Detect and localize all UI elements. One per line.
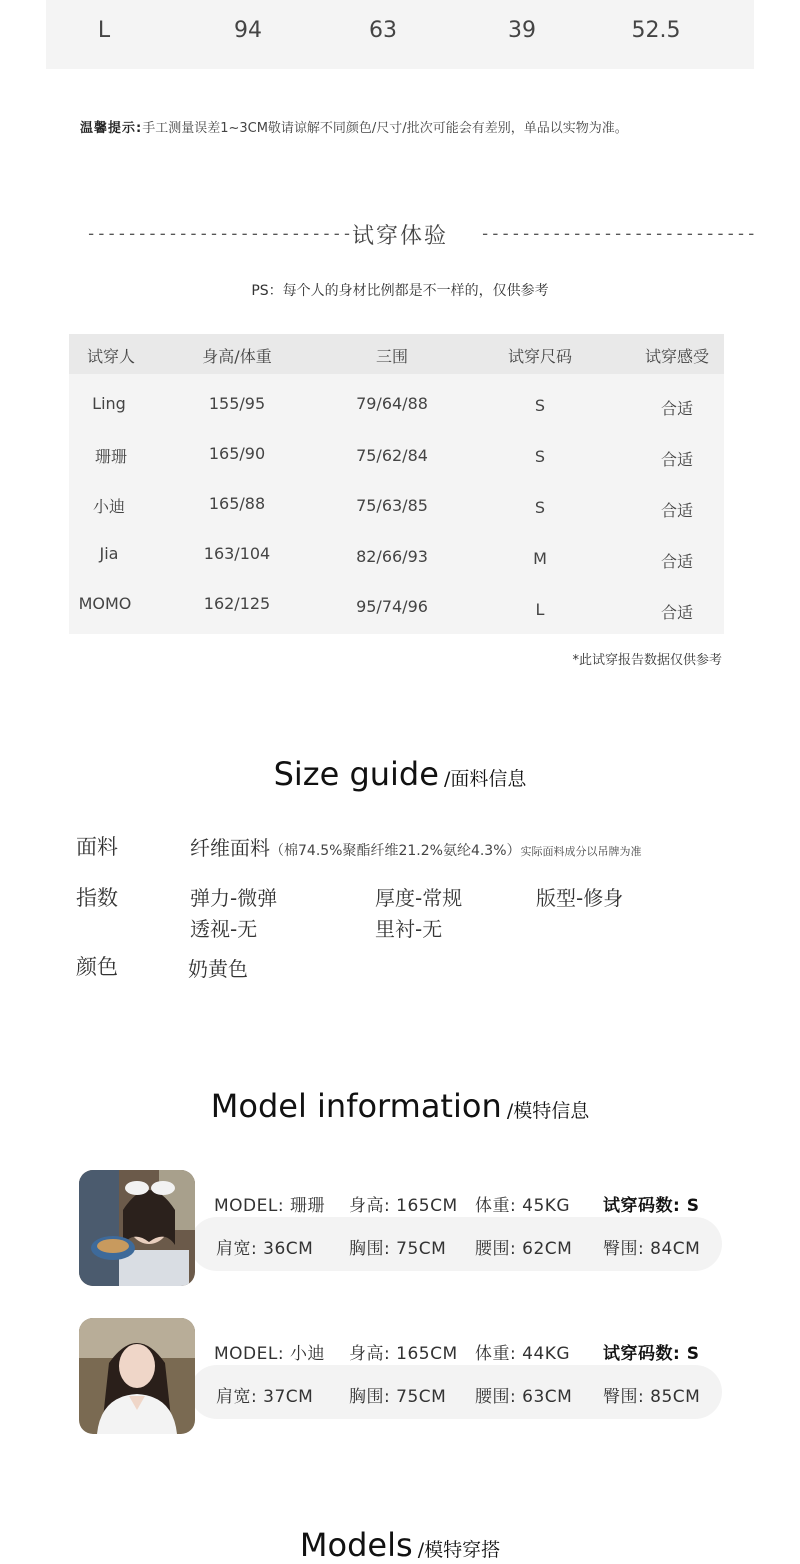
table-cell: 95/74/96 — [356, 597, 428, 616]
header-cell: 试穿感受 — [644, 347, 710, 366]
model-photo — [79, 1170, 195, 1286]
trial-report-note: *此试穿报告数据仅供参考 — [572, 653, 722, 668]
size-cell: 39 — [508, 18, 536, 43]
table-cell: 合适 — [660, 552, 694, 571]
model-name: MODEL: 珊珊 — [214, 1196, 325, 1216]
model-waist: 腰围: 63CM — [475, 1387, 573, 1407]
color-label: 颜色 — [76, 955, 118, 979]
header-cell: 试穿尺码 — [507, 347, 573, 366]
divider-right: --------------------------- — [480, 224, 757, 244]
color-value: 奶黄色 — [188, 957, 248, 981]
models-title-en: Models — [299, 1526, 413, 1564]
tip-text: 手工测量误差1~3CM敬请谅解不同颜色/尺寸/批次可能会有差别，单品以实物为准。 — [142, 121, 628, 136]
warm-tip — [80, 117, 628, 136]
tip-label: 温馨提示: — [80, 121, 143, 136]
table-cell: Jia — [99, 544, 119, 563]
model-shoulder: 肩宽: 37CM — [216, 1387, 314, 1407]
table-cell: 合适 — [660, 399, 694, 418]
table-cell: S — [534, 498, 546, 517]
model-name: MODEL: 小迪 — [214, 1344, 325, 1364]
size-guide-title — [0, 755, 800, 793]
table-cell: 75/62/84 — [356, 446, 428, 465]
table-cell: 155/95 — [208, 394, 266, 413]
model-weight: 体重: 44KG — [475, 1344, 571, 1364]
table-cell: 小迪 — [92, 497, 126, 516]
table-cell: Ling — [92, 394, 126, 413]
models-title-cn: /模特穿搭 — [417, 1539, 501, 1561]
size-cell: L — [97, 18, 111, 43]
model-bust: 胸围: 75CM — [349, 1387, 447, 1407]
table-cell: 合适 — [660, 501, 694, 520]
table-cell: 165/90 — [208, 444, 266, 463]
models-section-title — [0, 1526, 800, 1564]
header-cell: 三围 — [375, 347, 409, 366]
header-cell: 试穿人 — [86, 347, 136, 366]
model-info-title-cn: /模特信息 — [506, 1100, 590, 1122]
index-thickness: 厚度-常规 — [375, 886, 463, 910]
index-lining: 里衬-无 — [375, 917, 443, 941]
table-cell: S — [534, 447, 546, 466]
table-cell: S — [534, 396, 546, 415]
fabric-detail: （棉74.5%聚酯纤维21.2%氨纶4.3%） — [270, 843, 521, 859]
size-guide-title-cn: /面料信息 — [444, 768, 527, 790]
model-hip: 臀围: 85CM — [603, 1387, 701, 1407]
fabric-value — [190, 832, 642, 861]
trial-ps-note: PS：每个人的身材比例都是不一样的，仅供参考 — [251, 283, 549, 299]
size-guide-title-en: Size guide — [273, 755, 439, 793]
index-transparency: 透视-无 — [190, 917, 258, 941]
trial-table-header — [69, 334, 724, 374]
model-trial-size: 试穿码数: S — [603, 1196, 700, 1216]
model-bust: 胸围: 75CM — [349, 1239, 447, 1259]
model-height: 身高: 165CM — [349, 1344, 458, 1364]
table-cell: 合适 — [660, 603, 694, 622]
model-hip: 臀围: 84CM — [603, 1239, 701, 1259]
model-info-title — [0, 1087, 800, 1125]
table-cell: 合适 — [660, 450, 694, 469]
fabric-note: 实际面料成分以吊牌为准 — [520, 845, 642, 858]
index-elasticity: 弹力-微弹 — [190, 886, 278, 910]
model-photo — [79, 1318, 195, 1434]
model-trial-size: 试穿码数: S — [603, 1344, 700, 1364]
header-cell: 身高/体重 — [202, 347, 272, 366]
index-fit: 版型-修身 — [536, 886, 624, 910]
table-cell: 162/125 — [203, 594, 271, 613]
table-cell: 75/63/85 — [356, 496, 428, 515]
model-info-title-en: Model information — [210, 1087, 502, 1125]
model-weight: 体重: 45KG — [475, 1196, 571, 1216]
model-waist: 腰围: 62CM — [475, 1239, 573, 1259]
trial-section-title: 试穿体验 — [351, 224, 448, 249]
table-cell: 165/88 — [208, 494, 266, 513]
size-cell: 52.5 — [631, 18, 681, 43]
divider-left: --------------------------- — [86, 224, 363, 244]
size-cell: 94 — [234, 18, 262, 43]
trial-table — [69, 334, 724, 634]
table-cell: L — [535, 600, 545, 619]
table-cell: 163/104 — [203, 544, 271, 563]
model-height: 身高: 165CM — [349, 1196, 458, 1216]
table-cell: M — [533, 549, 547, 568]
size-table-row-l — [46, 0, 754, 69]
table-cell: 79/64/88 — [356, 394, 428, 413]
index-label: 指数 — [76, 886, 118, 910]
table-cell: 珊珊 — [94, 447, 128, 466]
table-cell: 82/66/93 — [356, 547, 428, 566]
fabric-label: 面料 — [76, 835, 118, 859]
table-cell: MOMO — [78, 594, 132, 613]
fabric-main: 纤维面料 — [190, 836, 270, 860]
size-cell: 63 — [369, 18, 397, 43]
model-shoulder: 肩宽: 36CM — [216, 1239, 314, 1259]
